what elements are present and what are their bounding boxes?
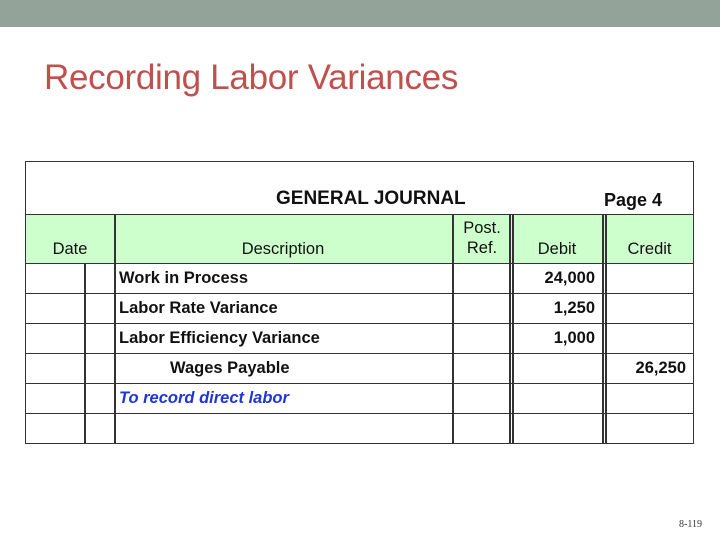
header-post-ref-line2: Ref. (466, 239, 498, 257)
row-credit: 26,250 (635, 359, 686, 377)
journal-row (26, 324, 693, 354)
journal-header (26, 162, 693, 214)
page-number: 8-119 (679, 519, 702, 530)
row-debit: 1,000 (553, 329, 595, 347)
journal-row (26, 354, 693, 384)
row-debit: 1,250 (553, 299, 595, 317)
header-post-ref-line1: Post. (463, 219, 501, 237)
column-header-row (26, 214, 693, 264)
general-journal (25, 161, 694, 444)
header-credit: Credit (627, 240, 672, 258)
journal-page-label: Page 4 (604, 190, 663, 210)
journal-row (26, 414, 693, 443)
row-description: Labor Rate Variance (119, 299, 278, 317)
row-description: Work in Process (119, 269, 248, 287)
row-description: To record direct labor (119, 389, 289, 407)
row-debit: 24,000 (544, 269, 595, 287)
header-debit: Debit (537, 240, 577, 258)
row-description: Wages Payable (170, 359, 290, 377)
journal-row (26, 384, 693, 414)
header-date: Date (52, 240, 88, 258)
slide-title: Recording Labor Variances (44, 58, 459, 97)
journal-row (26, 264, 693, 294)
journal-title: GENERAL JOURNAL (276, 188, 466, 209)
header-description: Description (241, 240, 325, 258)
top-bar (0, 0, 720, 27)
row-description: Labor Efficiency Variance (119, 329, 320, 347)
journal-row (26, 294, 693, 324)
